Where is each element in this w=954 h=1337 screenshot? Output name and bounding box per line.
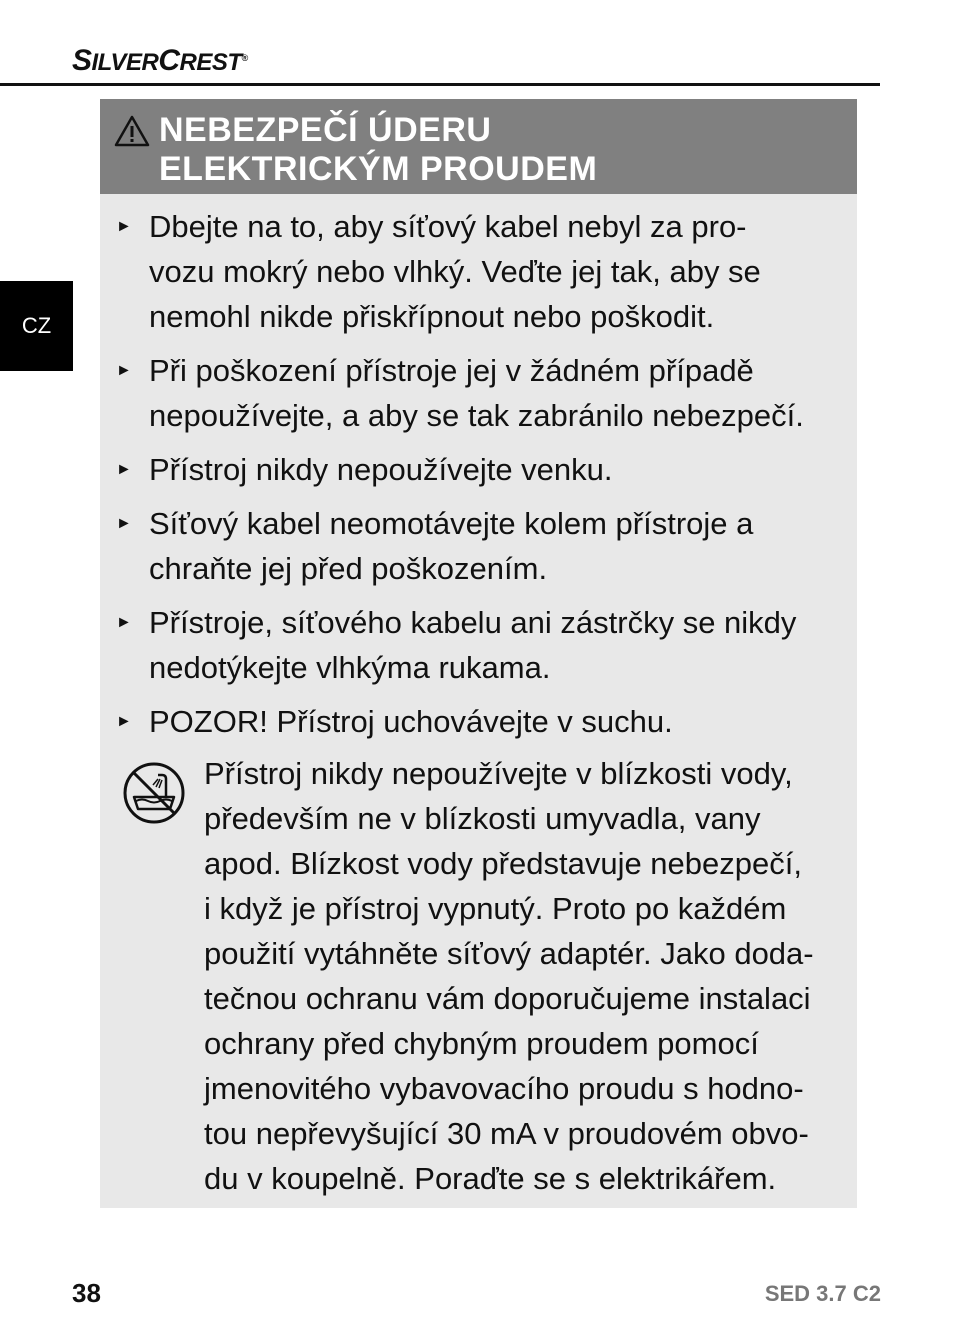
- bullet-arrow-icon: ►: [116, 461, 132, 478]
- list-item: ► Přístroje, síťového kabelu ani zástrčky se nikdy nedotýkejte vlhkýma rukama.: [100, 600, 857, 690]
- list-item: ► Dbejte na to, aby síťový kabel nebyl za pro- vozu mokrý nebo vlhký. Veďte jej tak, aby se nemohl nikde přiskřípnout nebo poškodit.: [100, 204, 857, 339]
- page-number: 38: [72, 1278, 101, 1308]
- brand-logo: SILVERCREST®: [72, 44, 248, 77]
- safety-panel: [100, 99, 857, 1208]
- list-item: ► Při poškození přístroje jej v žádném případě nepoužívejte, a aby se tak zabránilo nebezpečí.: [100, 348, 857, 438]
- bullet-arrow-icon: ►: [116, 713, 132, 730]
- bullet-arrow-icon: ►: [116, 614, 132, 631]
- language-tab: CZ: [0, 281, 73, 371]
- warning-triangle-icon: [114, 115, 150, 147]
- model-number: SED 3.7 C2: [764, 1281, 881, 1306]
- safety-list: [100, 204, 857, 753]
- water-warning-text: Přístroj nikdy nepoužívejte v blízkosti vody, především ne v blízkosti umyvadla, vany apod. Blízkost vody představuje nebezpečí, i když je přístroj vypnutý. Proto po každém použití vytáhněte síťový adaptér. Jako doda- tečnou ochranu vám doporučujeme instalaci ochrany před chybným proudem pomocí jmenovitého vybavovacího proudu s hodno- tou nepřevyšující 30 mA v proudovém obvo- du v koupelně. Poraďte se s elektrikářem.: [204, 756, 814, 1196]
- list-item: ► POZOR! Přístroj uchovávejte v suchu.: [100, 699, 857, 744]
- bullet-arrow-icon: ►: [116, 218, 132, 235]
- warning-title: NEBEZPEČÍ ÚDERU ELEKTRICKÝM PROUDEM: [159, 111, 598, 188]
- bullet-arrow-icon: ►: [116, 362, 132, 379]
- list-item: ► Síťový kabel neomotávejte kolem přístroje a chraňte jej před poškozením.: [100, 501, 857, 591]
- list-item: ► Přístroj nikdy nepoužívejte venku.: [100, 447, 857, 492]
- warning-header: [100, 99, 857, 194]
- bullet-arrow-icon: ►: [116, 515, 132, 532]
- header-rule: [0, 83, 880, 86]
- no-water-bathtub-icon: [122, 761, 186, 825]
